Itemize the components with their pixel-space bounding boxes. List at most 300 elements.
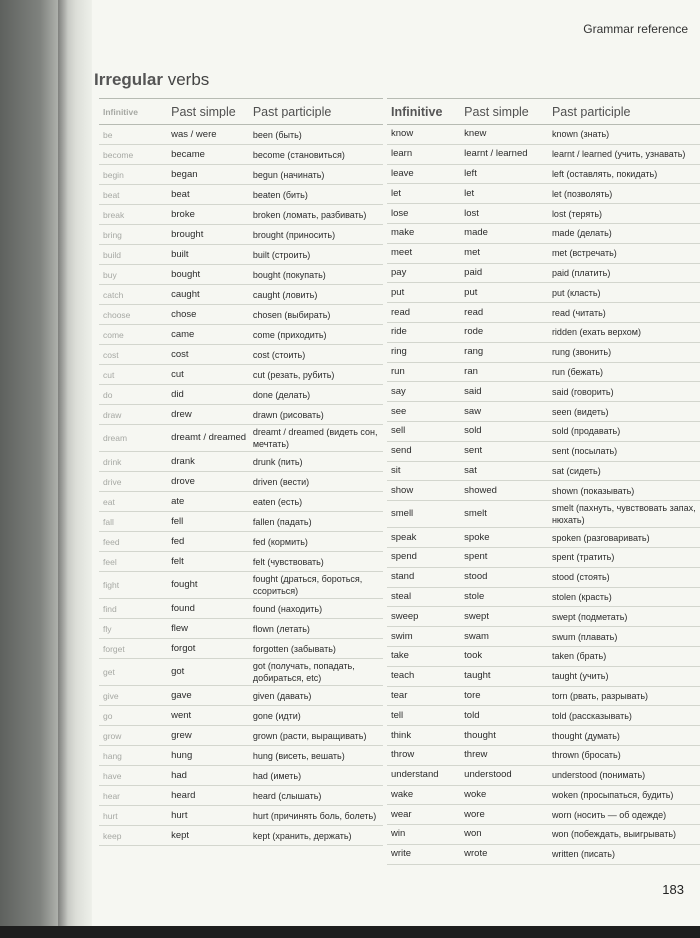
past-participle-cell: found (находить) xyxy=(252,603,323,614)
infinitive-cell: speak xyxy=(391,531,417,543)
table-row xyxy=(99,425,383,452)
past-simple-cell: said xyxy=(464,385,482,397)
infinitive-cell: sit xyxy=(391,464,401,476)
page-number: 183 xyxy=(662,882,684,897)
past-simple-cell: hung xyxy=(171,749,193,761)
past-simple-cell: flew xyxy=(171,622,189,634)
past-simple-cell: fed xyxy=(171,535,185,547)
infinitive-cell: win xyxy=(391,828,406,840)
table-row xyxy=(99,726,383,746)
header-infinitive: Infinitive xyxy=(391,105,443,118)
table-row xyxy=(99,686,383,706)
infinitive-cell: think xyxy=(391,729,412,741)
past-participle-cell: won (побеждать, выигрывать) xyxy=(551,829,677,840)
infinitive-cell: choose xyxy=(103,309,131,320)
past-simple-cell: bought xyxy=(171,268,201,280)
past-simple-cell: lost xyxy=(464,207,479,219)
table-row xyxy=(99,532,383,552)
past-participle-cell: swum (плавать) xyxy=(551,631,618,642)
past-simple-cell: left xyxy=(464,167,477,179)
past-participle-cell: torn (рвать, разрывать) xyxy=(551,690,649,701)
past-simple-cell: broke xyxy=(171,208,195,220)
header-infinitive: Infinitive xyxy=(103,106,138,117)
past-simple-cell: put xyxy=(464,286,478,298)
header-past-simple: Past simple xyxy=(464,105,529,118)
past-participle-cell: built (строить) xyxy=(252,249,311,260)
table-row xyxy=(99,639,383,659)
past-simple-cell: learnt / learned xyxy=(464,148,528,160)
table-row xyxy=(99,786,383,806)
table-row xyxy=(387,687,700,707)
past-participle-cell: had (иметь) xyxy=(252,770,302,781)
past-participle-cell: drunk (пить) xyxy=(252,456,303,467)
table-row xyxy=(387,548,700,568)
past-participle-cell: flown (летать) xyxy=(252,623,310,634)
table-row xyxy=(387,647,700,667)
past-participle-cell: driven (вести) xyxy=(252,476,310,487)
past-simple-cell: went xyxy=(171,709,192,721)
past-simple-cell: dreamt / dreamed xyxy=(171,432,247,443)
past-participle-cell: written (писать) xyxy=(551,849,615,860)
section-title xyxy=(94,70,209,90)
past-participle-cell: begun (начинать) xyxy=(252,169,325,180)
past-simple-cell: beat xyxy=(171,188,190,200)
infinitive-cell: wake xyxy=(391,788,414,800)
infinitive-cell: hurt xyxy=(103,810,118,821)
infinitive-cell: smell xyxy=(391,508,414,520)
past-participle-cell: cost (стоить) xyxy=(252,349,306,360)
past-simple-cell: woke xyxy=(464,788,487,800)
table-row xyxy=(99,826,383,846)
table-row xyxy=(387,224,700,244)
past-simple-cell: spoke xyxy=(464,531,490,543)
past-participle-cell: gone (идти) xyxy=(252,710,301,721)
past-participle-cell: grown (расти, выращивать) xyxy=(252,730,367,741)
infinitive-cell: ring xyxy=(391,346,407,358)
past-participle-cell: taught (учить) xyxy=(551,671,609,682)
infinitive-cell: write xyxy=(391,848,412,860)
infinitive-cell: give xyxy=(103,690,119,701)
past-participle-cell: let (позволять) xyxy=(551,188,613,199)
table-row xyxy=(99,452,383,472)
past-participle-cell: heard (слышать) xyxy=(252,790,322,801)
infinitive-cell: bring xyxy=(103,229,122,240)
infinitive-cell: ride xyxy=(391,326,407,338)
past-participle-cell: bought (покупать) xyxy=(252,269,326,280)
infinitive-cell: take xyxy=(391,650,409,662)
past-participle-cell: read (читать) xyxy=(551,307,606,318)
past-simple-cell: brought xyxy=(171,228,204,240)
infinitive-cell: drink xyxy=(103,456,122,467)
infinitive-cell: leave xyxy=(391,167,414,179)
infinitive-cell: teach xyxy=(391,670,415,682)
infinitive-cell: meet xyxy=(391,247,413,259)
infinitive-cell: say xyxy=(391,385,406,397)
past-simple-cell: rode xyxy=(464,326,484,338)
past-simple-cell: built xyxy=(171,248,189,260)
infinitive-cell: feed xyxy=(103,536,120,547)
verb-table-left xyxy=(99,98,383,846)
past-participle-cell: beaten (бить) xyxy=(252,189,308,200)
past-participle-cell: cut (резать, рубить) xyxy=(252,369,335,380)
past-participle-cell: been (быть) xyxy=(252,129,302,140)
past-participle-cell: fed (кормить) xyxy=(252,536,308,547)
scan-bottom-edge xyxy=(0,926,700,938)
past-simple-cell: got xyxy=(171,666,185,677)
past-participle-cell: stolen (красть) xyxy=(551,591,612,602)
table-row xyxy=(387,145,700,165)
past-simple-cell: ate xyxy=(171,495,185,507)
table-row xyxy=(387,442,700,462)
infinitive-cell: become xyxy=(103,149,134,160)
section-title-rest: verbs xyxy=(162,70,210,89)
past-participle-cell: sent (посылать) xyxy=(551,446,618,457)
infinitive-cell: cut xyxy=(103,369,115,380)
infinitive-cell: steal xyxy=(391,590,412,602)
table-header xyxy=(387,98,700,125)
past-participle-cell: hung (висеть, вешать) xyxy=(252,750,345,761)
book-spine-shadow xyxy=(0,0,92,938)
past-participle-cell: rung (звонить) xyxy=(551,347,612,358)
table-row xyxy=(99,205,383,225)
past-participle-cell: understood (понимать) xyxy=(551,770,646,781)
infinitive-cell: grow xyxy=(103,730,122,741)
table-row xyxy=(387,766,700,786)
past-simple-cell: sent xyxy=(464,445,483,457)
table-row xyxy=(387,528,700,548)
table-row xyxy=(387,607,700,627)
infinitive-cell: wear xyxy=(391,808,412,820)
past-simple-cell: taught xyxy=(464,670,491,682)
infinitive-cell: be xyxy=(103,129,113,140)
table-header xyxy=(99,98,383,125)
table-row xyxy=(387,323,700,343)
past-simple-cell: came xyxy=(171,328,195,340)
table-row xyxy=(387,204,700,224)
table-row xyxy=(387,825,700,845)
past-participle-cell: sat (сидеть) xyxy=(551,465,601,476)
infinitive-cell: buy xyxy=(103,269,117,280)
past-simple-cell: smelt xyxy=(464,508,487,520)
table-row xyxy=(387,462,700,482)
past-simple-cell: wrote xyxy=(464,848,488,860)
past-simple-cell: paid xyxy=(464,266,483,278)
past-simple-cell: gave xyxy=(171,689,192,701)
infinitive-cell: keep xyxy=(103,830,122,841)
past-simple-cell: cut xyxy=(171,368,184,380)
past-simple-cell: found xyxy=(171,602,195,614)
past-simple-cell: tore xyxy=(464,689,481,701)
past-simple-cell: chose xyxy=(171,308,197,320)
past-simple-cell: understood xyxy=(464,769,512,781)
past-simple-cell: made xyxy=(464,227,488,239)
infinitive-cell: sweep xyxy=(391,610,419,622)
infinitive-cell: lose xyxy=(391,207,409,219)
table-row xyxy=(387,125,700,145)
past-participle-cell: broken (ломать, разбивать) xyxy=(252,209,367,220)
table-row xyxy=(99,345,383,365)
infinitive-cell: tear xyxy=(391,689,408,701)
table-row xyxy=(387,165,700,185)
infinitive-cell: drive xyxy=(103,476,122,487)
infinitive-cell: have xyxy=(103,770,122,781)
table-row xyxy=(387,264,700,284)
table-row xyxy=(99,766,383,786)
section-title-bold: Irregular xyxy=(94,70,163,89)
table-row xyxy=(99,125,383,145)
header-past-simple: Past simple xyxy=(171,105,236,118)
table-row xyxy=(387,402,700,422)
past-simple-cell: drank xyxy=(171,455,195,467)
infinitive-cell: find xyxy=(103,603,117,614)
infinitive-cell: stand xyxy=(391,571,415,583)
infinitive-cell: swim xyxy=(391,630,413,642)
past-participle-cell: left (оставлять, покидать) xyxy=(551,168,658,179)
past-simple-cell: showed xyxy=(464,484,497,496)
past-simple-cell: did xyxy=(171,388,184,400)
past-participle-cell: stood (стоять) xyxy=(551,572,610,583)
table-row xyxy=(99,572,383,599)
table-row xyxy=(387,667,700,687)
past-simple-cell: wore xyxy=(464,808,485,820)
spine-edge-shadow xyxy=(58,0,68,938)
past-simple-cell: took xyxy=(464,650,483,662)
table-row xyxy=(99,325,383,345)
past-simple-cell: spent xyxy=(464,551,488,563)
past-participle-cell: smelt (пахнуть, чувствовать запах, нюхать) xyxy=(551,503,696,526)
past-participle-cell: lost (терять) xyxy=(551,208,603,219)
table-row xyxy=(387,805,700,825)
infinitive-cell: run xyxy=(391,365,405,377)
table-row xyxy=(387,382,700,402)
past-simple-cell: kept xyxy=(171,829,190,841)
infinitive-cell: fall xyxy=(103,516,114,527)
table-row xyxy=(99,619,383,639)
table-row xyxy=(387,786,700,806)
table-row xyxy=(99,265,383,285)
table-row xyxy=(387,627,700,647)
past-participle-cell: brought (приносить) xyxy=(252,229,336,240)
table-row xyxy=(387,343,700,363)
past-participle-cell: felt (чувствовать) xyxy=(252,556,324,567)
past-participle-cell: known (знать) xyxy=(551,129,610,140)
table-row xyxy=(387,244,700,264)
past-participle-cell: given (давать) xyxy=(252,690,312,701)
table-row xyxy=(99,492,383,512)
past-participle-cell: ridden (ехать верхом) xyxy=(551,327,641,338)
past-participle-cell: woken (просыпаться, будить) xyxy=(551,789,674,800)
past-participle-cell: learnt / learned (учить, узнавать) xyxy=(551,149,686,160)
table-row xyxy=(99,806,383,826)
infinitive-cell: fight xyxy=(103,580,120,590)
table-row xyxy=(387,303,700,323)
past-simple-cell: swept xyxy=(464,610,489,622)
header-past-participle: Past participle xyxy=(252,105,332,118)
past-simple-cell: stole xyxy=(464,590,485,602)
table-row xyxy=(387,706,700,726)
past-simple-cell: hurt xyxy=(171,809,188,821)
infinitive-cell: understand xyxy=(391,769,439,781)
table-row xyxy=(387,184,700,204)
past-participle-cell: said (говорить) xyxy=(551,386,614,397)
infinitive-cell: come xyxy=(103,329,124,340)
past-simple-cell: swam xyxy=(464,630,489,642)
infinitive-cell: send xyxy=(391,445,412,457)
past-simple-cell: thought xyxy=(464,729,496,741)
verb-table-right xyxy=(387,98,700,865)
past-simple-cell: fell xyxy=(171,515,184,527)
running-header: Grammar reference xyxy=(583,22,688,36)
table-row xyxy=(99,145,383,165)
past-simple-cell: heard xyxy=(171,789,196,801)
past-participle-cell: done (делать) xyxy=(252,389,311,400)
past-simple-cell: drove xyxy=(171,475,195,487)
past-participle-cell: chosen (выбирать) xyxy=(252,309,331,320)
infinitive-cell: go xyxy=(103,710,113,721)
past-participle-cell: run (бежать) xyxy=(551,366,604,377)
infinitive-cell: feel xyxy=(103,556,117,567)
past-simple-cell: read xyxy=(464,306,484,318)
infinitive-cell: cost xyxy=(103,349,119,360)
infinitive-cell: make xyxy=(391,227,415,239)
past-simple-cell: cost xyxy=(171,348,189,360)
table-row xyxy=(99,659,383,686)
past-participle-cell: told (рассказывать) xyxy=(551,710,632,721)
past-participle-cell: forgotten (забывать) xyxy=(252,643,336,654)
past-participle-cell: fallen (падать) xyxy=(252,516,312,527)
infinitive-cell: dream xyxy=(103,433,128,443)
infinitive-cell: read xyxy=(391,306,411,318)
past-participle-cell: eaten (есть) xyxy=(252,496,303,507)
past-participle-cell: made (делать) xyxy=(551,228,612,239)
past-simple-cell: began xyxy=(171,168,198,180)
infinitive-cell: spend xyxy=(391,551,417,563)
table-row xyxy=(387,283,700,303)
past-participle-cell: sold (продавать) xyxy=(551,426,621,437)
past-participle-cell: put (класть) xyxy=(551,287,601,298)
table-row xyxy=(99,385,383,405)
infinitive-cell: know xyxy=(391,128,414,140)
infinitive-cell: pay xyxy=(391,266,407,278)
past-simple-cell: threw xyxy=(464,749,488,761)
infinitive-cell: hear xyxy=(103,790,121,801)
infinitive-cell: begin xyxy=(103,169,124,180)
table-row xyxy=(99,245,383,265)
past-simple-cell: sold xyxy=(464,425,482,437)
table-row xyxy=(99,706,383,726)
infinitive-cell: throw xyxy=(391,749,415,761)
infinitive-cell: put xyxy=(391,286,405,298)
past-simple-cell: felt xyxy=(171,555,184,567)
infinitive-cell: beat xyxy=(103,189,120,200)
past-simple-cell: ran xyxy=(464,365,478,377)
past-simple-cell: met xyxy=(464,247,480,259)
table-row xyxy=(387,726,700,746)
past-participle-cell: paid (платить) xyxy=(551,267,611,278)
table-row xyxy=(99,165,383,185)
infinitive-cell: sell xyxy=(391,425,406,437)
past-participle-cell: drawn (рисовать) xyxy=(252,409,324,420)
past-participle-cell: hurt (причинять боль, болеть) xyxy=(252,810,377,821)
table-row xyxy=(387,568,700,588)
past-participle-cell: kept (хранить, держать) xyxy=(252,830,352,841)
past-simple-cell: stood xyxy=(464,571,488,583)
table-row xyxy=(387,588,700,608)
past-participle-cell: come (приходить) xyxy=(252,329,327,340)
table-row xyxy=(99,285,383,305)
infinitive-cell: eat xyxy=(103,496,115,507)
table-row xyxy=(99,599,383,619)
past-participle-cell: caught (ловить) xyxy=(252,289,318,300)
past-participle-cell: shown (показывать) xyxy=(551,485,635,496)
past-simple-cell: won xyxy=(464,828,482,840)
infinitive-cell: forget xyxy=(103,643,125,654)
infinitive-cell: catch xyxy=(103,289,124,300)
infinitive-cell: show xyxy=(391,484,414,496)
past-participle-cell: worn (носить — об одежде) xyxy=(551,809,667,820)
past-simple-cell: forgot xyxy=(171,642,196,654)
table-row xyxy=(387,481,700,501)
table-row xyxy=(99,552,383,572)
table-row xyxy=(99,365,383,385)
table-row xyxy=(99,185,383,205)
past-participle-cell: taken (брать) xyxy=(551,651,607,662)
past-participle-cell: met (встречать) xyxy=(551,248,617,259)
past-participle-cell: spent (тратить) xyxy=(551,552,615,563)
past-simple-cell: fought xyxy=(171,579,198,590)
infinitive-cell: get xyxy=(103,667,115,677)
past-simple-cell: caught xyxy=(171,288,200,300)
past-simple-cell: told xyxy=(464,709,480,721)
past-participle-cell: fought (драться, бороться, ссориться) xyxy=(252,574,363,596)
infinitive-cell: fly xyxy=(103,623,112,634)
header-past-participle: Past participle xyxy=(551,105,631,118)
past-simple-cell: knew xyxy=(464,128,487,140)
table-row xyxy=(99,225,383,245)
past-participle-cell: thrown (бросать) xyxy=(551,750,621,761)
past-simple-cell: had xyxy=(171,769,187,781)
infinitive-cell: tell xyxy=(391,709,404,721)
infinitive-cell: let xyxy=(391,187,402,199)
infinitive-cell: see xyxy=(391,405,407,417)
infinitive-cell: build xyxy=(103,249,121,260)
infinitive-cell: draw xyxy=(103,409,122,420)
table-row xyxy=(387,746,700,766)
table-row xyxy=(99,512,383,532)
past-simple-cell: rang xyxy=(464,346,484,358)
past-participle-cell: seen (видеть) xyxy=(551,406,609,417)
infinitive-cell: break xyxy=(103,209,125,220)
table-row xyxy=(99,405,383,425)
past-simple-cell: let xyxy=(464,187,475,199)
table-row xyxy=(99,305,383,325)
table-row xyxy=(387,501,700,528)
past-participle-cell: dreamt / dreamed (видеть сон, мечтать) xyxy=(252,427,378,449)
past-participle-cell: spoken (разговаривать) xyxy=(551,532,650,543)
past-simple-cell: was / were xyxy=(171,128,217,140)
table-row xyxy=(99,746,383,766)
past-simple-cell: became xyxy=(171,148,205,160)
infinitive-cell: do xyxy=(103,389,113,400)
past-participle-cell: become (становиться) xyxy=(252,149,345,160)
past-participle-cell: got (получать, попадать, добираться, etc) xyxy=(252,661,355,683)
past-simple-cell: grew xyxy=(171,729,192,741)
table-row xyxy=(387,845,700,865)
past-simple-cell: drew xyxy=(171,408,192,420)
table-row xyxy=(99,472,383,492)
past-participle-cell: swept (подметать) xyxy=(551,611,628,622)
table-row xyxy=(387,422,700,442)
